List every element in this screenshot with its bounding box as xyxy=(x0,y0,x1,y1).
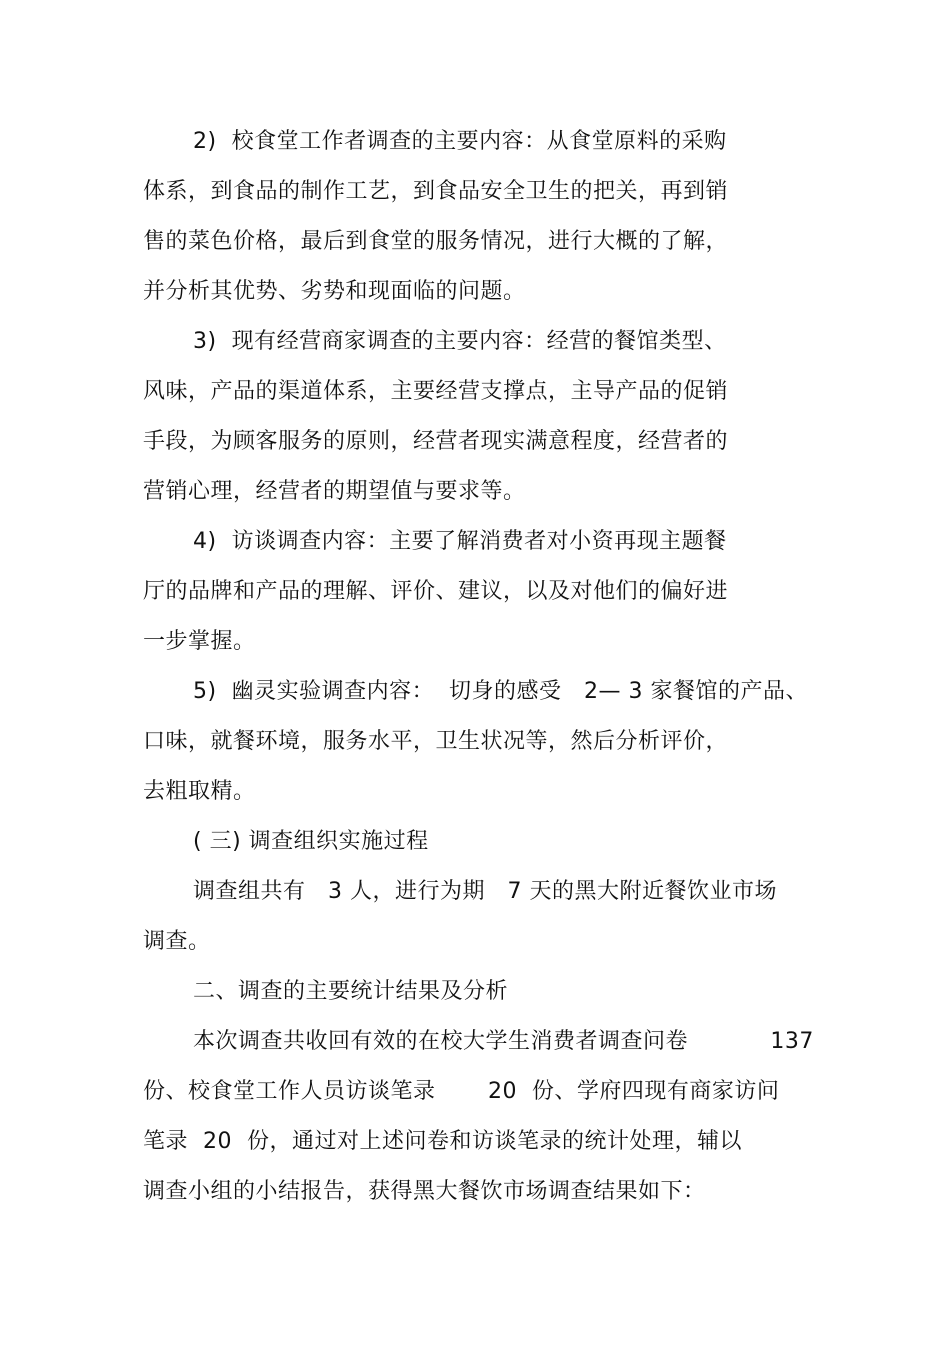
text-line: 厅的品牌和产品的理解、评价、建议，以及对他们的偏好进 xyxy=(143,579,729,604)
text-line: 风味，产品的渠道体系，主要经营支撑点，主导产品的促销 xyxy=(143,379,729,404)
text-line: 一步掌握。 xyxy=(143,629,256,654)
text-line: 口味，就餐环境，服务水平，卫生状况等，然后分析评价， xyxy=(143,729,729,754)
text-line: 份、校食堂工作人员访谈笔录 20 份、学府四现有商家访问 xyxy=(143,1079,780,1104)
text-line: 营销心理，经营者的期望值与要求等。 xyxy=(143,479,526,504)
text-line: 5) 幽灵实验调查内容： 切身的感受 2— 3 家餐馆的产品、 xyxy=(193,679,809,704)
text-line: 本次调查共收回有效的在校大学生消费者调查问卷 137 xyxy=(193,1029,814,1054)
text-line: 3) 现有经营商家调查的主要内容：经营的餐馆类型、 xyxy=(193,329,727,354)
text-line: 手段，为顾客服务的原则，经营者现实满意程度，经营者的 xyxy=(143,429,729,454)
text-line: 并分析其优势、劣势和现面临的问题。 xyxy=(143,279,526,304)
text-line: 4) 访谈调查内容：主要了解消费者对小资再现主题餐 xyxy=(193,529,727,554)
text-line: 调查组共有 3 人，进行为期 7 天的黑大附近餐饮业市场 xyxy=(193,879,777,904)
text-line: 去粗取精。 xyxy=(143,779,256,804)
text-line: 2) 校食堂工作者调查的主要内容：从食堂原料的采购 xyxy=(193,129,727,154)
text-line: 调查小组的小结报告，获得黑大餐饮市场调查结果如下： xyxy=(143,1179,706,1204)
section-heading: 二、调查的主要统计结果及分析 xyxy=(193,979,509,1004)
text-line: 体系，到食品的制作工艺，到食品安全卫生的把关，再到销 xyxy=(143,179,729,204)
section-heading: ( 三) 调查组织实施过程 xyxy=(193,829,429,854)
text-line: 调查。 xyxy=(143,929,211,954)
text-line: 笔录 20 份，通过对上述问卷和访谈笔录的统计处理，辅以 xyxy=(143,1129,742,1154)
text-line: 售的菜色价格，最后到食堂的服务情况，进行大概的了解， xyxy=(143,229,729,254)
